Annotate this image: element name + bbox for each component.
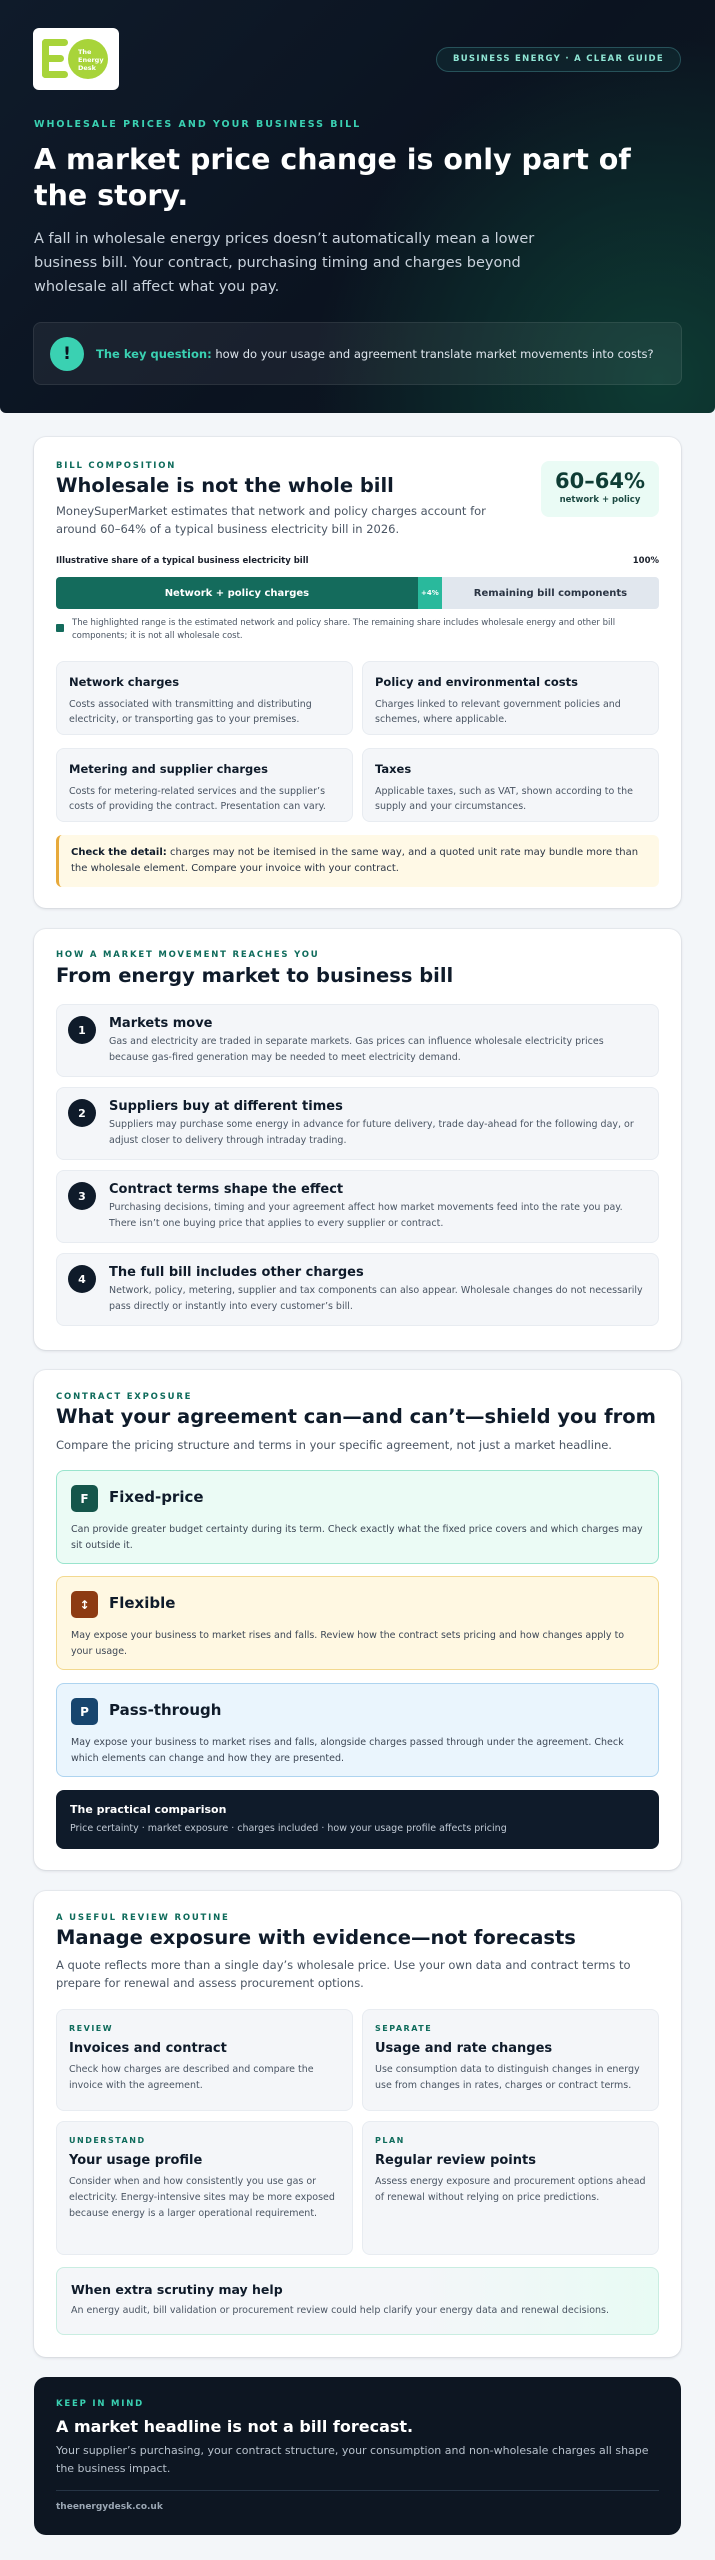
tile-text: Costs for metering-related services and the supplier’s costs of providing the contract. Presentation can vary. [69, 786, 326, 812]
option-pass-through [56, 1683, 659, 1777]
option-text: Can provide greater budget certainty during its term. Check exactly what the fixed price covers and which charges may sit outside it. [71, 1524, 643, 1551]
tile-tag: UNDERSTAND [69, 2136, 146, 2145]
review-tile-invoices [56, 2009, 353, 2111]
svg-text:The: The [78, 48, 92, 56]
stat-label: network + policy [559, 495, 641, 505]
review-routine-card [34, 1891, 681, 2357]
bar-legend [56, 617, 616, 643]
tile-title: Metering and supplier charges [69, 762, 268, 776]
key-question-label: The key question: [96, 346, 212, 361]
step-title: The full bill includes other charges [109, 1265, 364, 1280]
tile-text: Check how charges are described and compare the invoice with the agreement. [69, 2064, 314, 2091]
option-text: May expose your business to market rises and falls, alongside charges passed through under the agreement. Check which elements can change and how they are presented. [71, 1737, 624, 1764]
section-title: Manage exposure with evidence—not forecasts [56, 1926, 576, 1949]
bar-header [56, 556, 659, 566]
tile-taxes [362, 748, 659, 822]
svg-text:Desk: Desk [78, 64, 96, 72]
tile-network-charges [56, 661, 353, 735]
footer-title: A market headline is not a bill forecast. [56, 2417, 414, 2436]
pass-through-icon: P [71, 1698, 98, 1725]
tile-text: Consider when and how consistently you use gas or electricity. Energy-intensive sites may be more exposed because energy is a larger operational requirement. [69, 2176, 335, 2219]
section-lead: A quote reflects more than a single day’s wholesale price. Use your own data and contract terms to prepare for renewal and assess procurement options. [56, 1958, 631, 1990]
option-title: Fixed-price [109, 1488, 204, 1506]
section-title: From energy market to business bill [56, 964, 454, 987]
tile-tag: SEPARATE [375, 2024, 433, 2033]
step-number: 1 [68, 1016, 96, 1044]
tile-tag: PLAN [375, 2136, 405, 2145]
tile-text: Use consumption data to distinguish changes in energy use from changes in rates, charges or contract terms. [375, 2064, 640, 2091]
option-title: Pass-through [109, 1701, 222, 1719]
tile-title: Regular review points [375, 2153, 536, 2168]
step-text: Gas and electricity are traded in separate markets. Gas prices can influence wholesale electricity prices because gas-fired generation may be needed to meet electricity demand. [109, 1036, 604, 1063]
section-lead: Compare the pricing structure and terms in your specific agreement, not just a market headline. [56, 1438, 612, 1452]
legend-text: The highlighted range is the estimated network and policy share. The remaining share includes wholesale energy and other bill components; it is not all wholesale cost. [72, 618, 616, 641]
contract-exposure-card [34, 1370, 681, 1870]
review-tile-plan [362, 2121, 659, 2255]
extra-text: An energy audit, bill validation or procurement review could help clarify your energy data and renewal decisions. [71, 2305, 610, 2316]
bar-total: 100% [632, 556, 659, 566]
note-label: Check the detail: [71, 847, 167, 858]
range-segment: +4% [418, 577, 442, 609]
svg-text:Energy: Energy [78, 56, 104, 64]
step-number: 4 [68, 1265, 96, 1293]
up-down-arrow-icon: ↕ [71, 1591, 98, 1618]
network-policy-stat [541, 461, 659, 517]
step-text: Network, policy, metering, supplier and tax components can also appear. Wholesale changes do not necessarily pass directly or instantly into every customer’s bill. [109, 1285, 643, 1312]
bill-share-bar [56, 577, 659, 609]
step-markets-move [56, 1004, 659, 1077]
practical-comparison [56, 1790, 659, 1849]
footer-text: Your supplier’s purchasing, your contract structure, your consumption and non-wholesale charges all shape the business impact. [56, 2444, 649, 2475]
footer-divider [56, 2490, 659, 2491]
page-title: A market price change is only part of the story. [34, 143, 631, 212]
step-number: 3 [68, 1182, 96, 1210]
section-eyebrow: BILL COMPOSITION [56, 461, 177, 471]
option-title: Flexible [109, 1594, 176, 1612]
option-fixed-price [56, 1470, 659, 1564]
market-steps-card [34, 929, 681, 1350]
tile-title: Your usage profile [69, 2153, 203, 2168]
section-lead: MoneySuperMarket estimates that network and policy charges account for around 60–64% of a typical business electricity bill in 2026. [56, 504, 486, 536]
network-policy-segment: Network + policy charges [56, 577, 418, 609]
option-text: May expose your business to market rises and falls. Review how the contract sets pricing and how changes apply to your usage. [71, 1630, 625, 1657]
brand-logo[interactable] [33, 28, 119, 90]
tile-text: Costs associated with transmitting and distributing electricity, or transporting gas to your premises. [69, 699, 312, 725]
remaining-segment: Remaining bill components [473, 587, 628, 599]
review-tile-usage [362, 2009, 659, 2111]
note-text: charges may not be itemised in the same way, and a quoted unit rate may bundle more than the wholesale element. Compare your invoice with your contract. [71, 847, 639, 874]
tile-tag: REVIEW [69, 2024, 114, 2033]
bill-composition-card [34, 437, 681, 908]
stat-value: 60–64% [555, 469, 645, 493]
step-suppliers-buy [56, 1087, 659, 1160]
key-question-body: how do your usage and agreement translate market movements into costs? [215, 346, 654, 361]
hero-lead: A fall in wholesale energy prices doesn’t automatically mean a lower business bill. Your contract, purchasing timing and charges beyond wholesale all affect what you pay. [34, 231, 535, 295]
energy-desk-logo-icon [38, 33, 114, 85]
step-text: Suppliers may purchase some energy in advance for future delivery, trade day-ahead for the following day, or adjust closer to delivery through intraday trading. [109, 1119, 634, 1146]
extra-scrutiny-box [56, 2267, 659, 2335]
bar-title: Illustrative share of a typical business electricity bill [56, 556, 309, 566]
check-detail-note [56, 835, 659, 887]
tile-policy-costs [362, 661, 659, 735]
extra-title: When extra scrutiny may help [71, 2282, 283, 2297]
step-title: Contract terms shape the effect [109, 1182, 344, 1197]
tile-title: Usage and rate changes [375, 2041, 553, 2056]
section-title: What your agreement can—and can’t—shield you from [56, 1405, 656, 1428]
step-full-bill [56, 1253, 659, 1326]
option-flexible [56, 1576, 659, 1670]
exclamation-icon: ! [50, 337, 84, 371]
section-eyebrow: HOW A MARKET MOVEMENT REACHES YOU [56, 950, 320, 960]
tile-text: Applicable taxes, such as VAT, shown according to the supply and your circumstances. [375, 786, 633, 812]
fixed-price-icon: F [71, 1485, 98, 1512]
tile-metering-supplier [56, 748, 353, 822]
tile-text: Assess energy exposure and procurement options ahead of renewal without relying on price predictions. [375, 2176, 646, 2203]
tile-title: Taxes [375, 762, 412, 776]
guide-pill: BUSINESS ENERGY · A CLEAR GUIDE [436, 47, 681, 72]
legend-swatch [56, 624, 64, 632]
review-tile-profile [56, 2121, 353, 2255]
step-title: Markets move [109, 1016, 213, 1031]
hero-eyebrow: WHOLESALE PRICES AND YOUR BUSINESS BILL [34, 119, 362, 130]
step-title: Suppliers buy at different times [109, 1099, 343, 1114]
hero-header [0, 0, 715, 413]
section-eyebrow: A USEFUL REVIEW ROUTINE [56, 1913, 230, 1923]
keep-in-mind-footer [34, 2377, 681, 2535]
comparison-title: The practical comparison [70, 1803, 227, 1816]
key-question-box [33, 322, 682, 385]
step-text: Purchasing decisions, timing and your agreement affect how market movements feed into the rate you pay. There isn’t one buying price that applies to every supplier or contract. [109, 1202, 623, 1229]
step-number: 2 [68, 1099, 96, 1127]
tile-title: Policy and environmental costs [375, 675, 578, 689]
tile-title: Invoices and contract [69, 2041, 227, 2056]
tile-text: Charges linked to relevant government policies and schemes, where applicable. [375, 699, 621, 725]
footer-eyebrow: KEEP IN MIND [56, 2399, 145, 2409]
comparison-text: Price certainty · market exposure · charges included · how your usage profile affects pricing [70, 1823, 507, 1834]
step-contract-terms [56, 1170, 659, 1243]
key-question-text [96, 347, 654, 361]
site-link[interactable]: theenergydesk.co.uk [56, 2502, 163, 2512]
section-eyebrow: CONTRACT EXPOSURE [56, 1392, 193, 1402]
tile-title: Network charges [69, 675, 180, 689]
section-title: Wholesale is not the whole bill [56, 474, 394, 497]
